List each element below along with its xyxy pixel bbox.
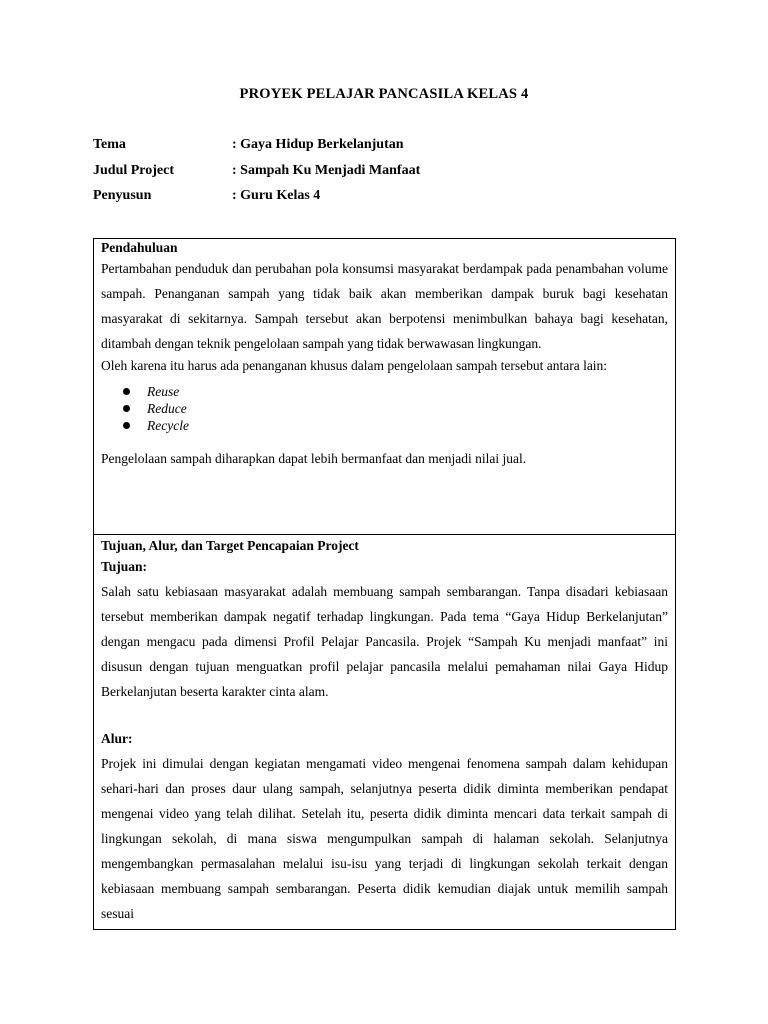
- document-title: PROYEK PELAJAR PANCASILA KELAS 4: [239, 86, 529, 102]
- meta-key: Penyusun: [93, 188, 152, 203]
- pendahuluan-paragraph-1: Pertambahan penduduk dan perubahan pola konsumsi masyarakat berdampak pada penambahan volume sampah. Penanganan sampah yang tidak baik akan memberikan dampak buruk bagi kesehatan masyarakat di sekitarnya. Sampah tersebut akan berpotensi menimbulkan bahaya bagi kesehatan, ditambah dengan teknik pengelolaan sampah yang tidak berwawasan lingkungan.: [101, 261, 668, 351]
- list-item: Reuse: [147, 383, 668, 400]
- meta-value: : Sampah Ku Menjadi Manfaat: [232, 162, 421, 178]
- meta-row-penyusun: [93, 188, 683, 214]
- bullet-icon: [123, 422, 130, 429]
- meta-key: Tema: [93, 137, 126, 152]
- tujuan-label: Tujuan:: [101, 559, 148, 574]
- list-item: Reduce: [147, 400, 668, 417]
- alur-label: Alur:: [101, 731, 133, 746]
- pendahuluan-cell: [94, 239, 675, 535]
- tujuan-paragraph: Salah satu kebiasaan masyarakat adalah membuang sampah sembarangan. Tanpa disadari kebiasaan tersebut memberikan dampak negatif terhadap lingkungan. Pada tema “Gaya Hidup Berkelanjutan” dengan mengacu pada dimensi Profil Pelajar Pancasila. Projek “Sampah Ku menjadi manfaat” ini disusun dengan tujuan menguatkan profil pelajar pancasila melalui pemahaman nilai Gaya Hidup Berkelanjutan beserta karakter cinta alam.: [101, 584, 668, 699]
- list-item: Recycle: [147, 417, 668, 434]
- meta-row-judul: [93, 163, 683, 189]
- spacer: [101, 704, 668, 726]
- project-meta: [93, 137, 683, 214]
- tujuan-cell: [94, 537, 675, 926]
- pendahuluan-paragraph-3: Pengelolaan sampah diharapkan dapat lebih bermanfaat dan menjadi nilai jual.: [101, 451, 527, 466]
- bullet-icon: [123, 405, 130, 412]
- pendahuluan-heading: Pendahuluan: [101, 240, 178, 255]
- meta-row-tema: [93, 137, 683, 163]
- bullet-icon: [123, 388, 130, 395]
- meta-value: : Guru Kelas 4: [232, 188, 321, 203]
- meta-key: Judul Project: [93, 162, 175, 178]
- bullet-list: [101, 383, 668, 434]
- pendahuluan-paragraph-2: Oleh karena itu harus ada penanganan khusus dalam pengelolaan sampah tersebut antara lain:: [101, 358, 608, 373]
- alur-paragraph: Projek ini dimulai dengan kegiatan mengamati video mengenai fenomena sampah dalam kehidupan sehari-hari dan proses daur ulang sampah, selanjutnya peserta didik diminta memberikan pendapat mengenai video yang telah dilihat. Setelah itu, peserta didik diminta mencari data terkait sampah di lingkungan sekolah, di mana siswa mengumpulkan sampah di halaman sekolah. Selanjutnya mengembangkan permasalahan melalui isu-isu yang terjadi di lingkungan sekolah terkait dengan kebiasaan membuang sampah sembarangan. Peserta didik kemudian diajak untuk memilih sampah sesuai: [101, 756, 668, 921]
- tujuan-section-heading: Tujuan, Alur, dan Target Pencapaian Project: [101, 538, 359, 553]
- meta-value: : Gaya Hidup Berkelanjutan: [232, 137, 404, 152]
- content-table: [93, 238, 676, 930]
